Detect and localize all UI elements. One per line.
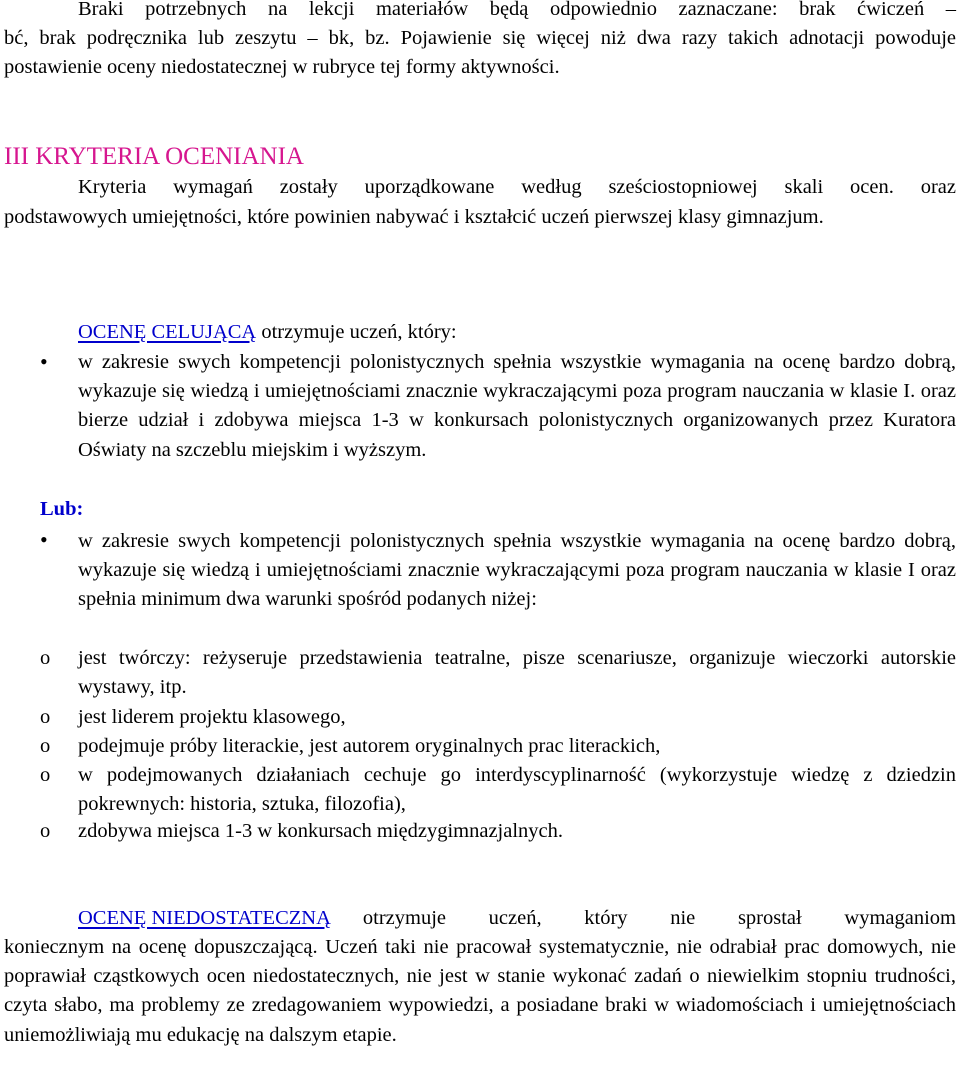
niedostateczna-paragraph: koniecznym na ocenę dopuszczającą. Uczeń taki nie pracował systematycznie, nie odrabiał prac domowych, nie poprawiał cząstkowych ocen niedostatecznych, nie jest w stanie wykonać zadań o niewielkim stopniu trudności, czyta słabo, ma problemy ze zredagowaniem wypowiedzi, a posiadane braki w wiadomościach i umiejętnościach uniemożliwiają mu edukację na dalszym etapie. [4, 936, 956, 1046]
sub-bullet-icon: o [40, 735, 51, 757]
celujaca-bullet-1: w zakresie swych kompetencji polonistycznych spełnia wszystkie wymagania na ocenę bardzo dobrą, wykazuje się wiedzą i umiejętnościami znacznie wykraczającymi poza program nauczania w klasie I. oraz bierze udział i zdobywa miejsca 1-3 w konkursach polonistycznych organizowanych przez Kuratora Oświaty na szczeblu miejskim i wyższym. [78, 351, 956, 461]
niedostateczna-title [78, 907, 353, 929]
niedostateczna-title-wrap [78, 904, 353, 933]
niedostateczna-intro: otrzymuje uczeń, który nie sprostał wymaganiom [362, 907, 956, 929]
celujaca-bullet-2: w zakresie swych kompetencji polonistycznych spełnia wszystkie wymagania na ocenę bardzo dobrą, wykazuje się wiedzą i umiejętnościami znacznie wykraczającymi poza program nauczania w klasie I oraz spełnia minimum dwa warunki spośród podanych niżej: [78, 530, 956, 611]
intro-paragraph: bć, brak podręcznika lub zeszytu – bk, bz. Pojawienie się więcej niż dwa razy takich adnotacji powoduje postawienie oceny niedostatecznej w rubryce tej formy aktywności. [4, 27, 956, 79]
sub-bullet-icon: o [40, 764, 51, 786]
sub-bullet-icon: o [40, 820, 51, 842]
lub-label: Lub: [40, 498, 84, 520]
sub-bullet-icon: o [40, 647, 51, 669]
bullet-icon: • [40, 349, 48, 374]
section-heading: III KRYTERIA OCENIANIA [4, 143, 304, 170]
sub-item-2: jest liderem projektu klasowego, [78, 706, 346, 728]
criteria-paragraph: podstawowych umiejętności, które powinien nabywać i kształcić uczeń pierwszej klasy gimnazjum. [4, 206, 824, 228]
niedostateczna-title-text: OCENĘ NIEDOSTATECZNĄ [78, 907, 331, 929]
sub-item-1: jest twórczy: reżyseruje przedstawienia teatralne, pisze scenariusze, organizuje wieczorki autorskie wystawy, itp. [78, 647, 956, 699]
sub-item-5: zdobywa miejsca 1-3 w konkursach międzygimnazjalnych. [78, 820, 564, 842]
celujaca-intro: otrzymuje uczeń, który: [256, 321, 457, 343]
sub-item-3: podejmuje próby literackie, jest autorem oryginalnych prac literackich, [78, 735, 661, 757]
intro-line-1: Braki potrzebnych na lekcji materiałów będą odpowiednio zaznaczane: brak ćwiczeń – [78, 0, 956, 20]
celujaca-heading [78, 318, 457, 347]
bullet-icon: • [40, 527, 48, 552]
sub-item-4: w podejmowanych działaniach cechuje go interdyscyplinarność (wykorzystuje wiedzę z dziedzin pokrewnych: historia, sztuka, filozofia), [78, 764, 956, 816]
niedostateczna-line-1 [78, 904, 956, 933]
celujaca-title: OCENĘ CELUJĄCĄ [78, 321, 257, 343]
criteria-line-1: Kryteria wymagań zostały uporządkowane według sześciostopniowej skali ocen. oraz [78, 176, 956, 198]
sub-bullet-icon: o [40, 706, 51, 728]
